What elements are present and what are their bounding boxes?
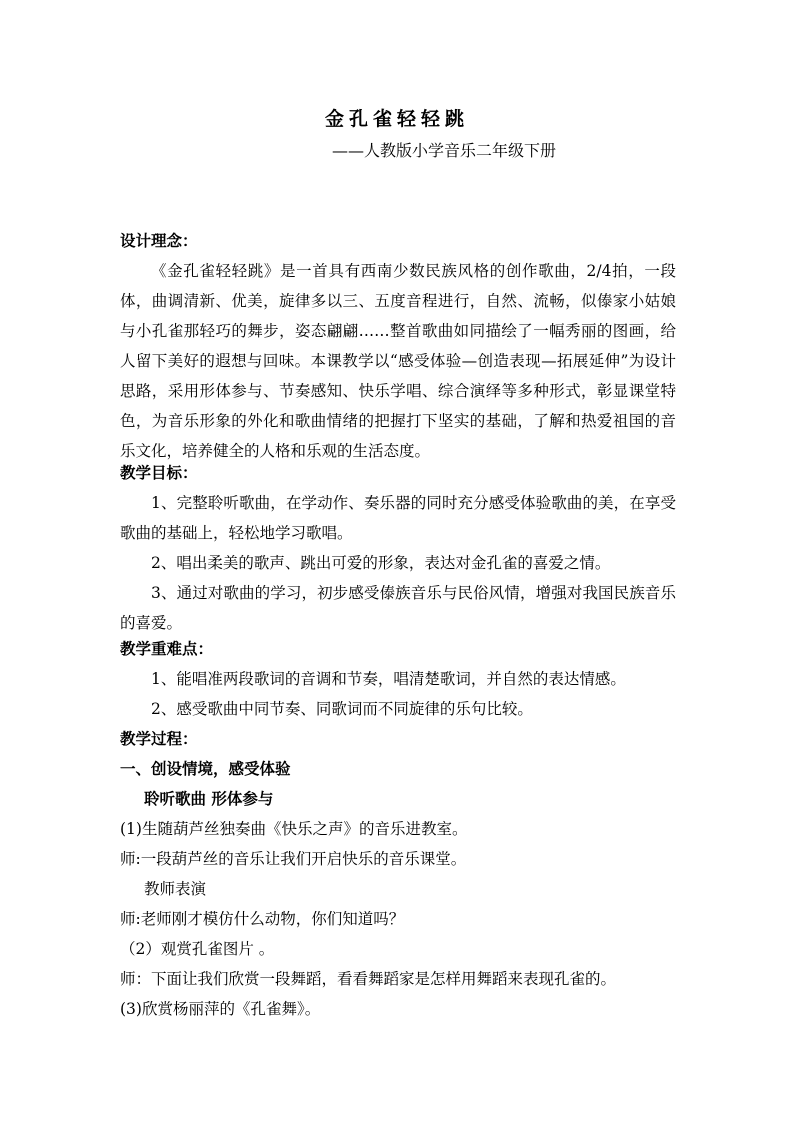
key-heading: 教学重难点： xyxy=(120,639,214,658)
goals-heading: 教学目标： xyxy=(120,463,198,482)
key-item-2: 2、感受歌曲中同节奏、同歌词而不同旋律的乐句比较。 xyxy=(151,700,533,718)
process-line-2: 师:一段葫芦丝的音乐让我们开启快乐的音乐课堂。 xyxy=(120,850,467,868)
goals-section xyxy=(120,458,676,638)
design-heading: 设计理念： xyxy=(120,231,198,250)
goal-item-2: 2、唱出柔美的歌声、跳出可爱的形象，表达对金孔雀的喜爱之情。 xyxy=(151,554,611,572)
process-section xyxy=(120,724,676,1024)
process-heading: 教学过程： xyxy=(120,729,198,748)
key-item-1: 1、能唱准两段歌词的音调和节奏，唱清楚歌词，并自然的表达情感。 xyxy=(151,670,626,688)
step1-heading: 一、创设情境，感受体验 xyxy=(120,759,291,778)
process-line-1: (1)生随葫芦丝独奏曲《快乐之声》的音乐进教室。 xyxy=(120,820,468,838)
process-line-5: 师：下面让我们欣赏一段舞蹈，看看舞蹈家是怎样用舞蹈来表现孔雀的。 xyxy=(120,970,617,988)
step1-subheading: 聆听歌曲 形体参与 xyxy=(144,789,274,808)
design-paragraph: 《金孔雀轻轻跳》是一首具有西南少数民族风格的创作歌曲，2/4拍，一段体，曲调清新、优美，旋律多以三、五度音程进行，自然、流畅，似傣家小姑娘与小孔雀那轻巧的舞步，姿态翩翩……整首歌曲如同描绘了一幅秀丽的图画，给人留下美好的遐想与回味。本课教学以“感受体验—创造表现—拓展延伸”为设计思路，采用形体参与、节奏感知、快乐学唱、综合演绎等多种形式，彰显课堂特色，为音乐形象的外化和歌曲情绪的把握打下坚实的基础，了解和热爱祖国的音乐文化，培养健全的人格和乐观的生活态度。 xyxy=(120,262,676,460)
process-line-4: （2）观赏孔雀图片 。 xyxy=(120,940,275,958)
document-subtitle: ——人教版小学音乐二年级下册 xyxy=(332,141,557,160)
document-title: 金孔雀轻轻跳 xyxy=(324,108,469,130)
process-line-3: 师:老师刚才模仿什么动物，你们知道吗？ xyxy=(120,910,405,928)
goal-item-3: 3、通过对歌曲的学习，初步感受傣族音乐与民俗风情，增强对我国民族音乐的喜爱。 xyxy=(120,584,676,632)
design-section xyxy=(120,226,676,466)
key-section xyxy=(120,634,676,724)
teacher-demo-line: 教师表演 xyxy=(144,880,207,898)
process-line-6: (3)欣赏杨丽萍的《孔雀舞》。 xyxy=(120,1000,321,1018)
goal-item-1: 1、完整聆听歌曲，在学动作、奏乐器的同时充分感受体验歌曲的美，在享受歌曲的基础上，轻松地学习歌唱。 xyxy=(120,494,676,542)
